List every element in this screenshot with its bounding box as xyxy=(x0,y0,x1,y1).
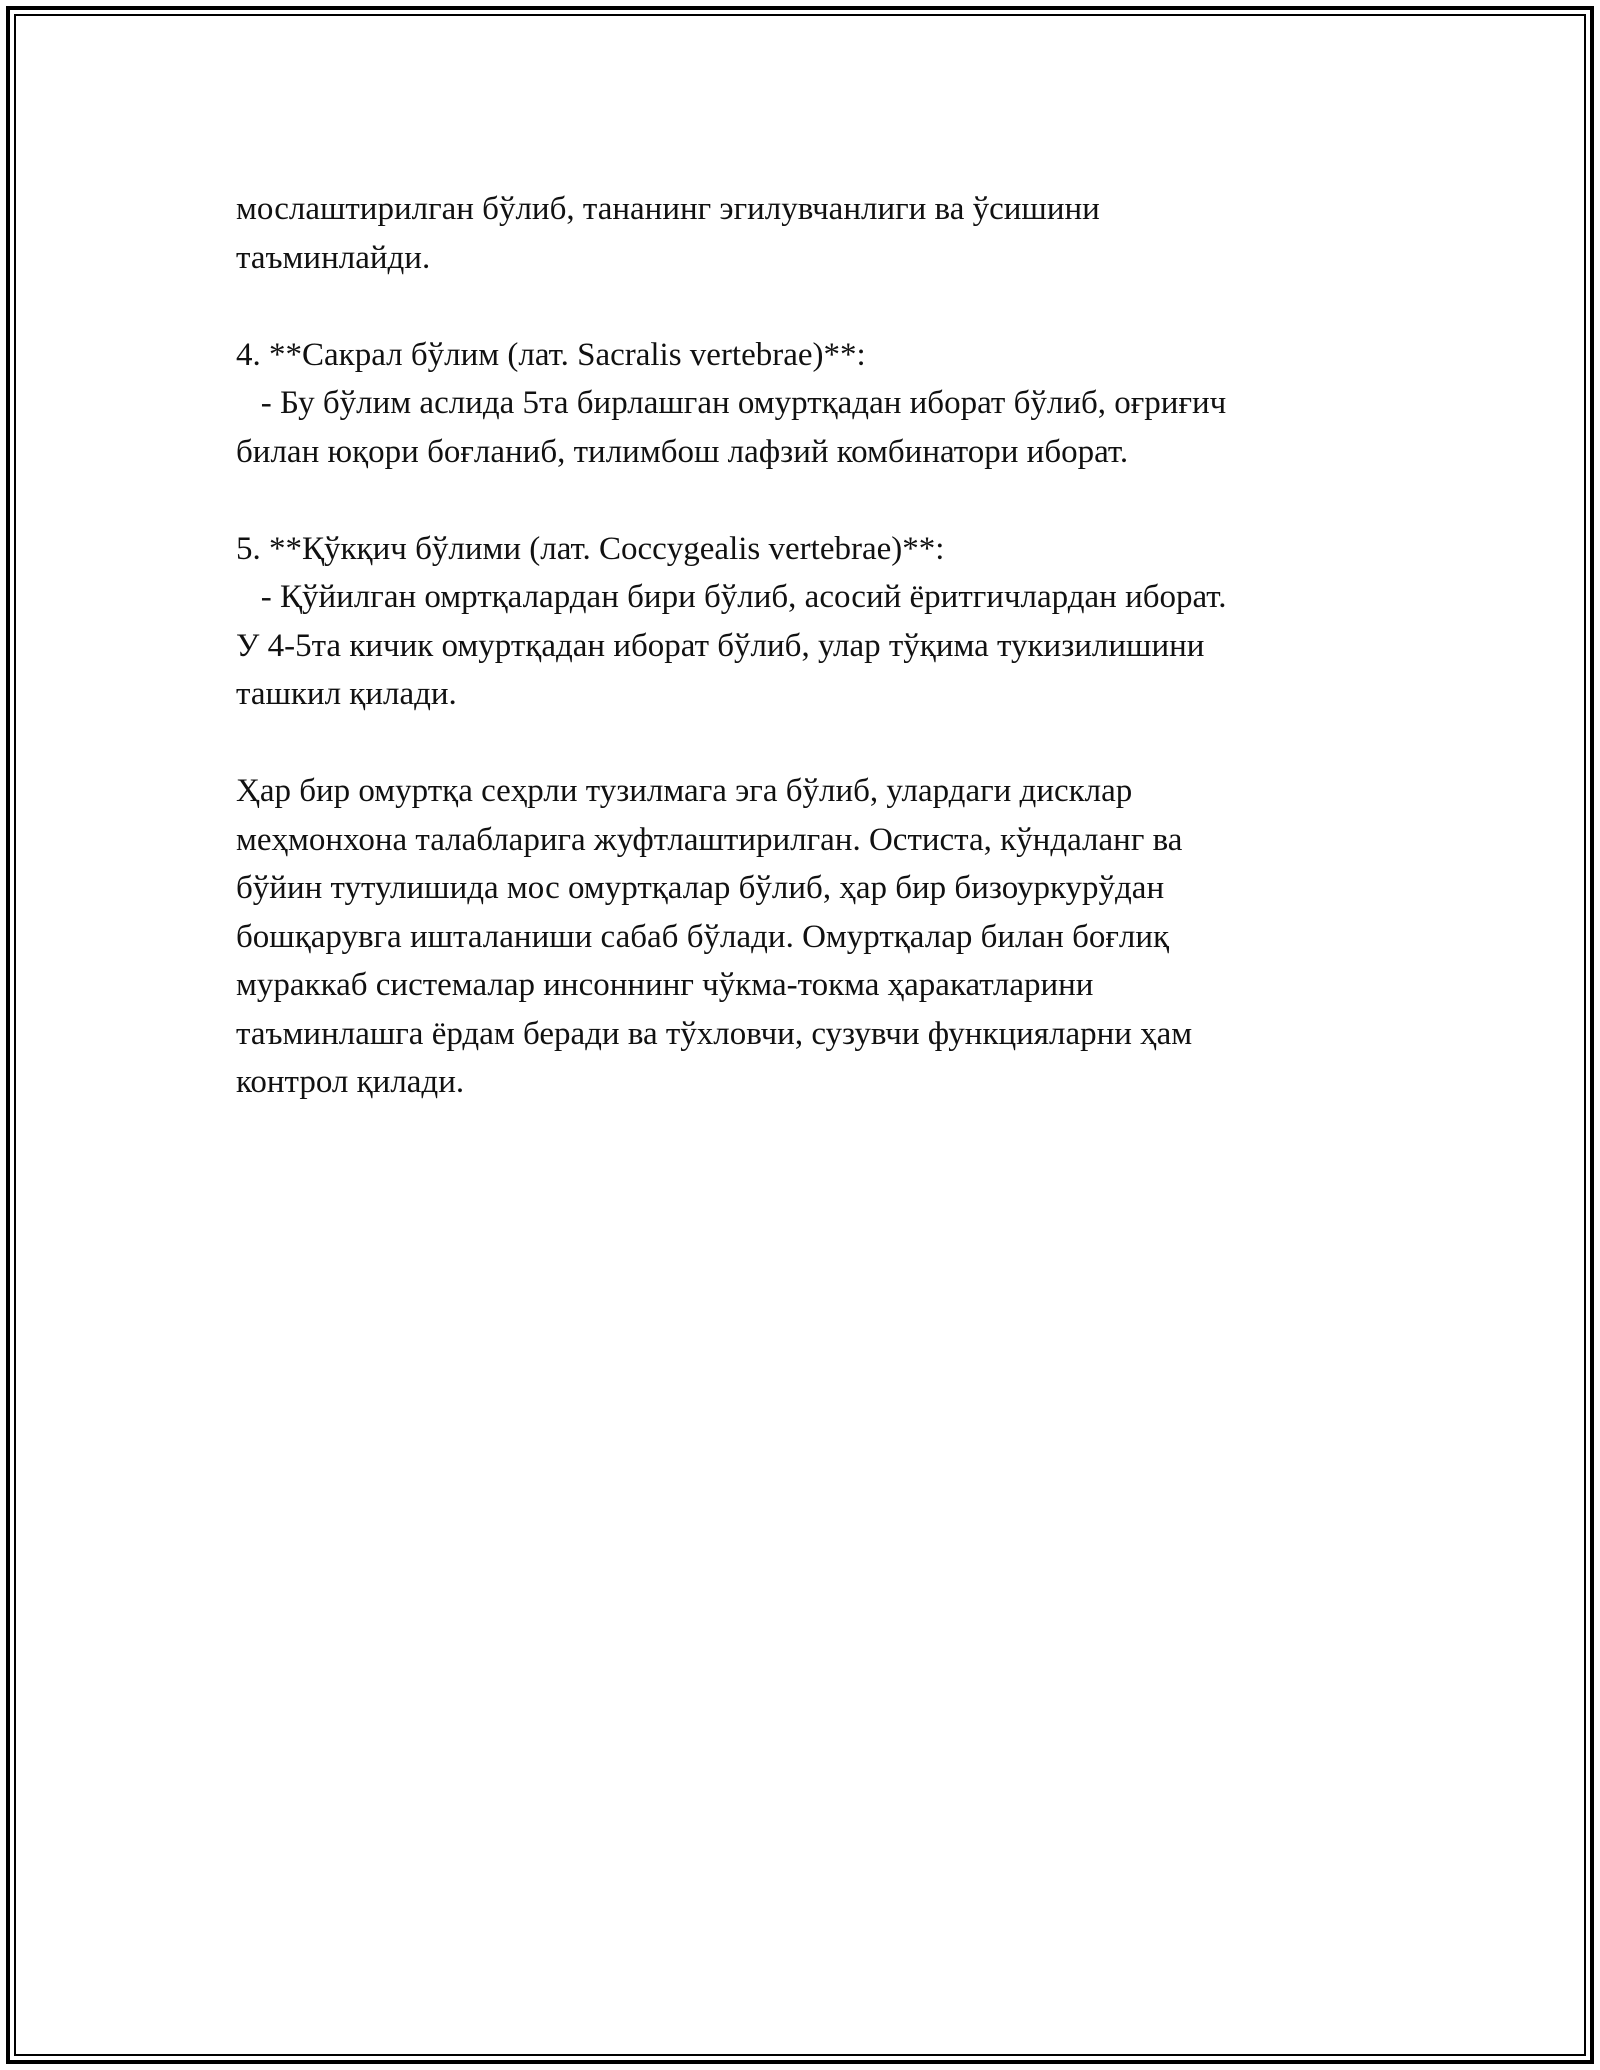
conclusion-line: мураккаб системалар инсоннинг чўкма-токма ҳаракатларини xyxy=(236,967,1094,1003)
intro-line: мослаштирилган бўлиб, тананинг эгилувчанлиги ва ўсишини xyxy=(236,191,1100,227)
section-5-line: - Қўйилган омртқалардан бири бўлиб, асосий ёритгичлардан иборат. xyxy=(236,579,1227,615)
intro-line: таъминлайди. xyxy=(236,239,431,276)
section-4-heading: 4. **Сакрал бўлим (лат. Sacralis vertebrae)**: xyxy=(236,336,866,373)
section-4-line: - Бу бўлим аслида 5та бирлашган омуртқадан иборат бўлиб, оғриғич xyxy=(236,385,1227,421)
section-4-line: билан юқори боғланиб, тилимбош лафзий комбинатори иборат. xyxy=(236,433,1129,470)
conclusion-line: Ҳар бир омуртқа сеҳрли тузилмага эга бўлиб, улардаги дисклар xyxy=(236,773,1133,809)
paragraph-gap xyxy=(236,719,1416,768)
conclusion-line: бўйин тутулишида мос омуртқалар бўлиб, ҳар бир бизоуркурўдан xyxy=(236,870,1165,906)
section-5-heading: 5. **Қўкқич бўлими (лат. Coccygealis vertebrae)**: xyxy=(236,530,945,567)
conclusion-line: меҳмонхона талабларига жуфтлаштирилган. Остиста, кўндаланг ва xyxy=(236,821,1183,858)
conclusion-line: контрол қилади. xyxy=(236,1064,465,1100)
section-5-line: ташкил қилади. xyxy=(236,676,457,712)
paragraph-gap xyxy=(236,476,1416,525)
conclusion-line: таъминлашга ёрдам беради ва тўхловчи, сузувчи функцияларни ҳам xyxy=(236,1015,1193,1052)
conclusion-line: бошқарувга ишталаниши сабаб бўлади. Омуртқалар билан боғлиқ xyxy=(236,918,1170,955)
paragraph-gap xyxy=(236,282,1416,331)
document-body xyxy=(236,185,1416,1107)
section-5-line: У 4-5та кичик омуртқадан иборат бўлиб, улар тўқима тукизилишини xyxy=(236,627,1205,664)
